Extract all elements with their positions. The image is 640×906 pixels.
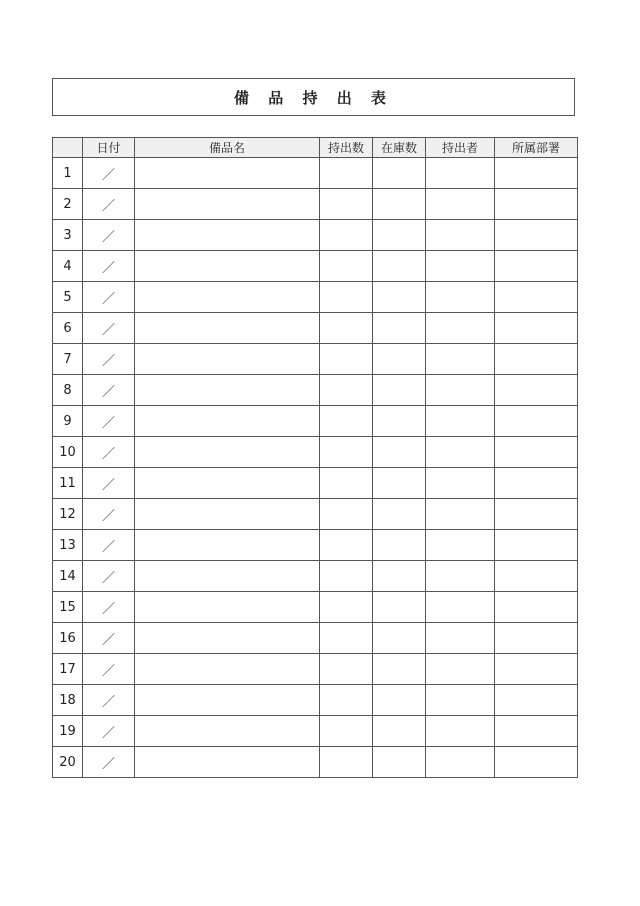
stock-qty-cell[interactable] xyxy=(373,251,426,282)
department-cell[interactable] xyxy=(495,592,578,623)
row-number: 4 xyxy=(53,251,83,282)
date-cell: ／ xyxy=(83,220,135,251)
item-name-cell[interactable] xyxy=(135,375,320,406)
checkout-qty-cell[interactable] xyxy=(320,189,373,220)
row-number: 12 xyxy=(53,499,83,530)
date-cell: ／ xyxy=(83,158,135,189)
date-cell: ／ xyxy=(83,313,135,344)
checkout-qty-cell[interactable] xyxy=(320,251,373,282)
stock-qty-cell[interactable] xyxy=(373,685,426,716)
stock-qty-cell[interactable] xyxy=(373,437,426,468)
date-cell: ／ xyxy=(83,654,135,685)
header-cell-date: 日付 xyxy=(83,138,135,158)
row-number: 19 xyxy=(53,716,83,747)
item-name-cell[interactable] xyxy=(135,623,320,654)
item-name-cell[interactable] xyxy=(135,220,320,251)
item-name-cell[interactable] xyxy=(135,437,320,468)
table-row xyxy=(53,375,578,406)
item-name-cell[interactable] xyxy=(135,313,320,344)
table-row xyxy=(53,406,578,437)
date-cell: ／ xyxy=(83,437,135,468)
row-number: 3 xyxy=(53,220,83,251)
table-row xyxy=(53,685,578,716)
checkout-qty-cell[interactable] xyxy=(320,747,373,778)
department-cell[interactable] xyxy=(495,220,578,251)
date-cell: ／ xyxy=(83,530,135,561)
department-cell[interactable] xyxy=(495,716,578,747)
department-cell[interactable] xyxy=(495,437,578,468)
stock-qty-cell[interactable] xyxy=(373,158,426,189)
department-cell[interactable] xyxy=(495,561,578,592)
department-cell[interactable] xyxy=(495,685,578,716)
borrower-cell[interactable] xyxy=(426,313,495,344)
header-row xyxy=(53,138,578,158)
borrower-cell[interactable] xyxy=(426,654,495,685)
row-number: 13 xyxy=(53,530,83,561)
stock-qty-cell[interactable] xyxy=(373,499,426,530)
checkout-qty-cell[interactable] xyxy=(320,468,373,499)
table-row xyxy=(53,561,578,592)
table-row xyxy=(53,282,578,313)
item-name-cell[interactable] xyxy=(135,189,320,220)
date-cell: ／ xyxy=(83,251,135,282)
row-number: 14 xyxy=(53,561,83,592)
table-row xyxy=(53,158,578,189)
table-row xyxy=(53,344,578,375)
row-number: 11 xyxy=(53,468,83,499)
checkout-qty-cell[interactable] xyxy=(320,313,373,344)
item-name-cell[interactable] xyxy=(135,654,320,685)
checkout-qty-cell[interactable] xyxy=(320,499,373,530)
table-row xyxy=(53,437,578,468)
date-cell: ／ xyxy=(83,561,135,592)
table-row xyxy=(53,654,578,685)
date-cell: ／ xyxy=(83,623,135,654)
department-cell[interactable] xyxy=(495,375,578,406)
stock-qty-cell[interactable] xyxy=(373,220,426,251)
department-cell[interactable] xyxy=(495,530,578,561)
department-cell[interactable] xyxy=(495,158,578,189)
stock-qty-cell[interactable] xyxy=(373,189,426,220)
row-number: 1 xyxy=(53,158,83,189)
row-number: 9 xyxy=(53,406,83,437)
table-row xyxy=(53,251,578,282)
borrower-cell[interactable] xyxy=(426,437,495,468)
item-name-cell[interactable] xyxy=(135,468,320,499)
borrower-cell[interactable] xyxy=(426,747,495,778)
table-row xyxy=(53,189,578,220)
item-name-cell[interactable] xyxy=(135,406,320,437)
table-row xyxy=(53,747,578,778)
stock-qty-cell[interactable] xyxy=(373,592,426,623)
item-name-cell[interactable] xyxy=(135,251,320,282)
borrower-cell[interactable] xyxy=(426,685,495,716)
item-name-cell[interactable] xyxy=(135,592,320,623)
department-cell[interactable] xyxy=(495,282,578,313)
row-number: 5 xyxy=(53,282,83,313)
row-number: 6 xyxy=(53,313,83,344)
item-name-cell[interactable] xyxy=(135,282,320,313)
row-number: 2 xyxy=(53,189,83,220)
department-cell[interactable] xyxy=(495,747,578,778)
row-number: 17 xyxy=(53,654,83,685)
date-cell: ／ xyxy=(83,468,135,499)
stock-qty-cell[interactable] xyxy=(373,375,426,406)
item-name-cell[interactable] xyxy=(135,747,320,778)
item-name-cell[interactable] xyxy=(135,716,320,747)
borrower-cell[interactable] xyxy=(426,406,495,437)
checkout-qty-cell[interactable] xyxy=(320,685,373,716)
checkout-qty-cell[interactable] xyxy=(320,437,373,468)
item-name-cell[interactable] xyxy=(135,561,320,592)
department-cell[interactable] xyxy=(495,623,578,654)
item-name-cell[interactable] xyxy=(135,344,320,375)
date-cell: ／ xyxy=(83,747,135,778)
borrower-cell[interactable] xyxy=(426,189,495,220)
checkout-qty-cell[interactable] xyxy=(320,716,373,747)
department-cell[interactable] xyxy=(495,654,578,685)
stock-qty-cell[interactable] xyxy=(373,406,426,437)
date-cell: ／ xyxy=(83,189,135,220)
stock-qty-cell[interactable] xyxy=(373,282,426,313)
stock-qty-cell[interactable] xyxy=(373,561,426,592)
date-cell: ／ xyxy=(83,375,135,406)
row-number: 7 xyxy=(53,344,83,375)
date-cell: ／ xyxy=(83,344,135,375)
row-number: 16 xyxy=(53,623,83,654)
table-row xyxy=(53,716,578,747)
equipment-checkout-table xyxy=(52,137,578,778)
borrower-cell[interactable] xyxy=(426,468,495,499)
department-cell[interactable] xyxy=(495,468,578,499)
borrower-cell[interactable] xyxy=(426,499,495,530)
checkout-qty-cell[interactable] xyxy=(320,592,373,623)
header-cell-borrower: 持出者 xyxy=(426,138,495,158)
stock-qty-cell[interactable] xyxy=(373,747,426,778)
checkout-qty-cell[interactable] xyxy=(320,406,373,437)
row-number: 10 xyxy=(53,437,83,468)
header-cell-checkout-qty: 持出数 xyxy=(320,138,373,158)
borrower-cell[interactable] xyxy=(426,251,495,282)
borrower-cell[interactable] xyxy=(426,716,495,747)
item-name-cell[interactable] xyxy=(135,685,320,716)
row-number: 18 xyxy=(53,685,83,716)
header-cell-no xyxy=(53,138,83,158)
row-number: 15 xyxy=(53,592,83,623)
row-number: 8 xyxy=(53,375,83,406)
date-cell: ／ xyxy=(83,592,135,623)
header-cell-stock-qty: 在庫数 xyxy=(373,138,426,158)
date-cell: ／ xyxy=(83,282,135,313)
borrower-cell[interactable] xyxy=(426,344,495,375)
stock-qty-cell[interactable] xyxy=(373,313,426,344)
table-row xyxy=(53,530,578,561)
borrower-cell[interactable] xyxy=(426,592,495,623)
table-row xyxy=(53,313,578,344)
checkout-qty-cell[interactable] xyxy=(320,561,373,592)
checkout-qty-cell[interactable] xyxy=(320,623,373,654)
checkout-qty-cell[interactable] xyxy=(320,220,373,251)
borrower-cell[interactable] xyxy=(426,282,495,313)
checkout-qty-cell[interactable] xyxy=(320,530,373,561)
date-cell: ／ xyxy=(83,685,135,716)
table-row xyxy=(53,220,578,251)
table-row xyxy=(53,623,578,654)
stock-qty-cell[interactable] xyxy=(373,654,426,685)
table-row xyxy=(53,499,578,530)
checkout-qty-cell[interactable] xyxy=(320,282,373,313)
stock-qty-cell[interactable] xyxy=(373,344,426,375)
borrower-cell[interactable] xyxy=(426,158,495,189)
item-name-cell[interactable] xyxy=(135,499,320,530)
department-cell[interactable] xyxy=(495,189,578,220)
borrower-cell[interactable] xyxy=(426,561,495,592)
checkout-qty-cell[interactable] xyxy=(320,344,373,375)
stock-qty-cell[interactable] xyxy=(373,716,426,747)
checkout-qty-cell[interactable] xyxy=(320,158,373,189)
department-cell[interactable] xyxy=(495,313,578,344)
checkout-qty-cell[interactable] xyxy=(320,375,373,406)
borrower-cell[interactable] xyxy=(426,623,495,654)
borrower-cell[interactable] xyxy=(426,220,495,251)
date-cell: ／ xyxy=(83,406,135,437)
stock-qty-cell[interactable] xyxy=(373,530,426,561)
borrower-cell[interactable] xyxy=(426,375,495,406)
header-cell-department: 所属部署 xyxy=(495,138,578,158)
header-cell-item-name: 備品名 xyxy=(135,138,320,158)
borrower-cell[interactable] xyxy=(426,530,495,561)
table-row xyxy=(53,468,578,499)
page-title: 備 品 持 出 表 xyxy=(234,88,393,107)
department-cell[interactable] xyxy=(495,406,578,437)
row-number: 20 xyxy=(53,747,83,778)
title-box xyxy=(52,78,575,116)
checkout-qty-cell[interactable] xyxy=(320,654,373,685)
date-cell: ／ xyxy=(83,716,135,747)
stock-qty-cell[interactable] xyxy=(373,468,426,499)
item-name-cell[interactable] xyxy=(135,158,320,189)
stock-qty-cell[interactable] xyxy=(373,623,426,654)
table-row xyxy=(53,592,578,623)
department-cell[interactable] xyxy=(495,344,578,375)
department-cell[interactable] xyxy=(495,251,578,282)
date-cell: ／ xyxy=(83,499,135,530)
department-cell[interactable] xyxy=(495,499,578,530)
item-name-cell[interactable] xyxy=(135,530,320,561)
